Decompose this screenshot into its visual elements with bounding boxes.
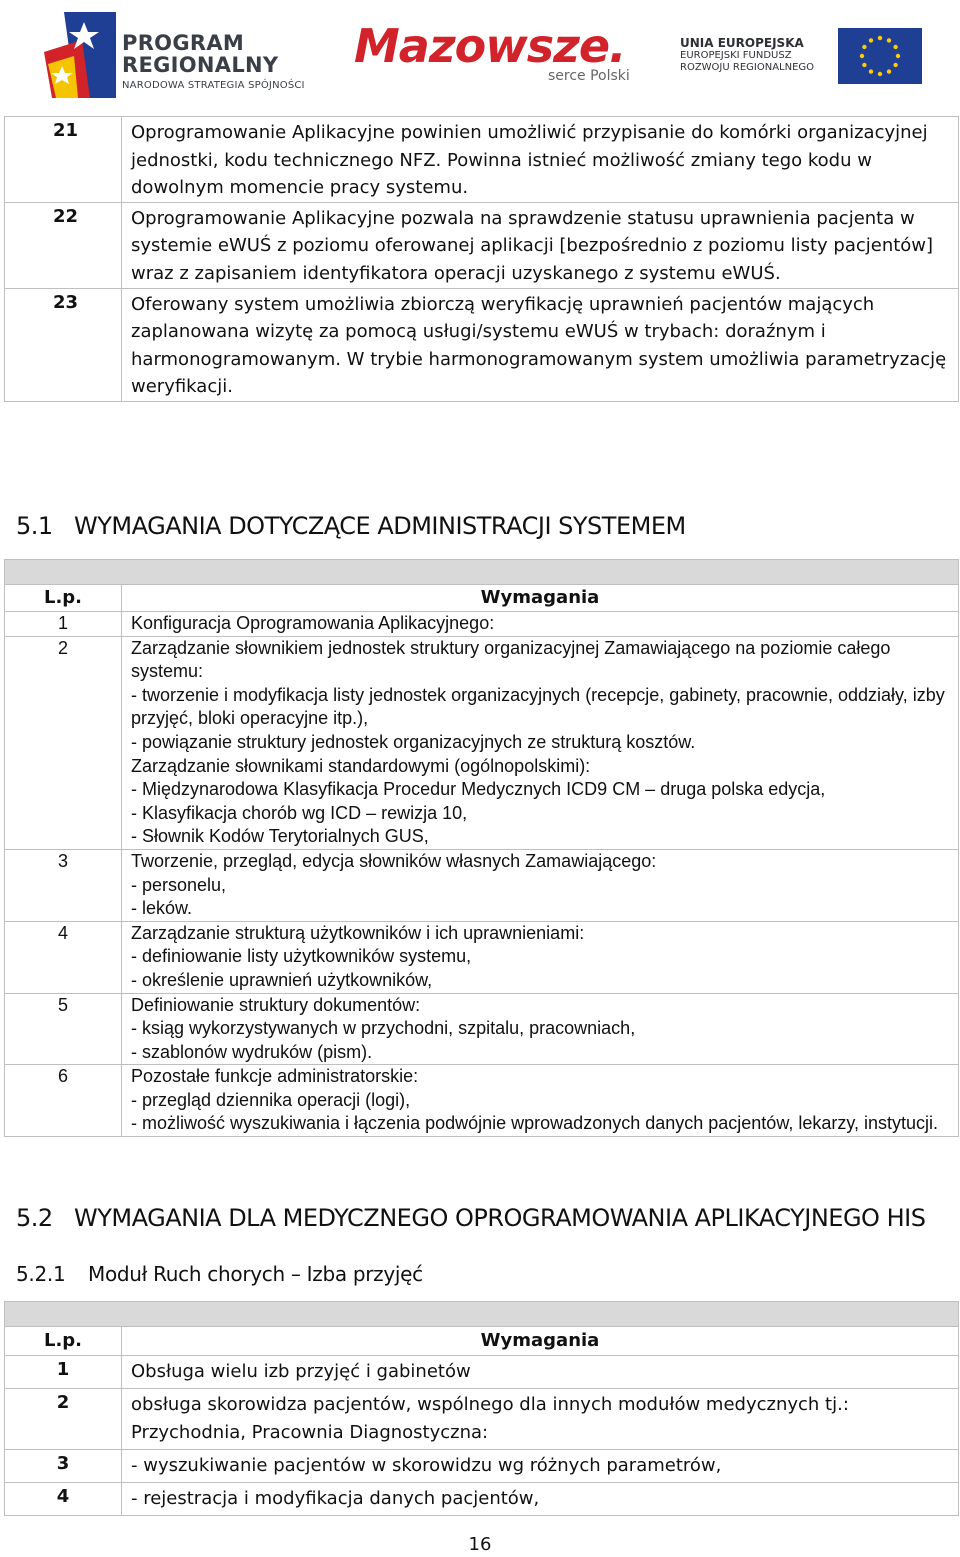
mazowsze-logo [354, 18, 644, 93]
program-regionalny-logo [44, 12, 324, 98]
requirement-line: - tworzenie i modyfikacja listy jednostek organizacyjnych (recepcje, gabinety, pracownie, oddziały, izby przyjęć, bloki operacyjne itp.), [131, 684, 945, 729]
row-number: 4 [5, 1483, 122, 1516]
subsection-number: 5.2.1 [16, 1262, 66, 1286]
row-number: 2 [5, 636, 122, 849]
eu-star-icon [869, 38, 873, 42]
mazowsze-subtitle: serce Polski [548, 68, 630, 84]
row-number: 21 [5, 117, 122, 203]
requirement-line: - Międzynarodowa Klasyfikacja Procedur Medycznych ICD9 CM – druga polska edycja, [131, 779, 826, 800]
eu-logo [680, 28, 922, 86]
row-number: 23 [5, 288, 122, 401]
table-row [5, 1389, 959, 1450]
row-number: 1 [5, 1356, 122, 1389]
program-logo-line3: NARODOWA STRATEGIA SPÓJNOŚCI [122, 80, 305, 91]
eu-star-icon [878, 72, 882, 76]
program-emblem-icon [44, 12, 116, 98]
row-text: - rejestracja i modyfikacja danych pacjentów, [122, 1483, 959, 1516]
requirement-line: Zarządzanie słownikami standardowymi (ogólnopolskimi): [131, 755, 591, 776]
row-text [122, 993, 959, 1065]
table-row [5, 1483, 959, 1516]
row-text: obsługa skorowidza pacjentów, wspólnego dla innych modułów medycznych tj.: Przychodnia, Pracownia Diagnostyczna: [122, 1389, 959, 1450]
mazowsze-wordmark: Mazowsze. [354, 19, 626, 73]
row-text [122, 612, 959, 637]
column-header-lp: L.p. [5, 585, 122, 612]
table-shaded-row [5, 1302, 959, 1327]
row-number: 1 [5, 612, 122, 637]
row-number: 3 [5, 1450, 122, 1483]
requirement-line: - Słownik Kodów Terytorialnych GUS, [131, 826, 429, 847]
table-row [5, 636, 959, 849]
row-number: 5 [5, 993, 122, 1065]
requirement-line: Definiowanie struktury dokumentów: [131, 994, 421, 1015]
row-number: 22 [5, 202, 122, 288]
requirement-line: - przegląd dziennika operacji (logi), [131, 1089, 411, 1110]
requirement-line: - powiązanie struktury jednostek organizacyjnych ze strukturą kosztów. [131, 731, 696, 752]
eu-logo-line3: ROZWOJU REGIONALNEGO [680, 62, 815, 73]
requirement-line: - leków. [131, 898, 193, 919]
requirement-line: Konfiguracja Oprogramowania Aplikacyjnego: [131, 613, 495, 633]
column-header-requirements: Wymagania [122, 1327, 959, 1356]
table-row [5, 202, 959, 288]
subsection-title: Moduł Ruch chorych – Izba przyjęć [88, 1262, 423, 1286]
section-heading-5-2 [16, 1204, 925, 1232]
eu-star-icon [878, 36, 882, 40]
row-text [122, 849, 959, 921]
table-row [5, 612, 959, 637]
subsection-heading-5-2-1 [16, 1262, 423, 1286]
requirement-line: - określenie uprawnień użytkowników, [131, 969, 433, 990]
row-text [122, 636, 959, 849]
column-header-requirements: Wymagania [122, 585, 959, 612]
eu-star-icon [862, 63, 866, 67]
eu-star-icon [893, 45, 897, 49]
row-text: - wyszukiwanie pacjentów w skorowidzu wg różnych parametrów, [122, 1450, 959, 1483]
page-number: 16 [468, 1534, 492, 1555]
eu-logo-line2: EUROPEJSKI FUNDUSZ [680, 50, 792, 61]
requirement-line: Zarządzanie słownikiem jednostek struktury organizacyjnej Zamawiającego na poziomie całego systemu: [131, 637, 891, 682]
eu-star-icon [869, 69, 873, 73]
requirement-line: Pozostałe funkcje administratorskie: [131, 1066, 419, 1087]
section-number: 5.1 [16, 512, 53, 540]
admin-requirements-table [4, 559, 959, 1137]
requirement-line: - ksiąg wykorzystywanych w przychodni, szpitalu, pracowniach, [131, 1018, 636, 1039]
section-title: WYMAGANIA DLA MEDYCZNEGO OPROGRAMOWANIA APLIKACYJNEGO HIS [74, 1204, 926, 1232]
column-header-lp: L.p. [5, 1327, 122, 1356]
row-number: 2 [5, 1389, 122, 1450]
requirements-table-continued [4, 116, 959, 402]
table-row [5, 993, 959, 1065]
row-text [122, 921, 959, 993]
table-row [5, 921, 959, 993]
row-number: 4 [5, 921, 122, 993]
requirement-line: - personelu, [131, 874, 227, 895]
eu-star-icon [893, 63, 897, 67]
requirement-line: - Klasyfikacja chorób wg ICD – rewizja 10, [131, 802, 468, 823]
table-row [5, 1065, 959, 1137]
eu-star-icon [887, 38, 891, 42]
table-header-row [5, 585, 959, 612]
table-row [5, 849, 959, 921]
table-row [5, 288, 959, 401]
eu-star-icon [862, 45, 866, 49]
requirement-line: Tworzenie, przegląd, edycja słowników własnych Zamawiającego: [131, 850, 657, 871]
row-number: 3 [5, 849, 122, 921]
table-row [5, 117, 959, 203]
table-header-row [5, 1327, 959, 1356]
program-logo-line2: REGIONALNY [122, 53, 279, 77]
table-shaded-row [5, 560, 959, 585]
row-text: Oprogramowanie Aplikacyjne powinien umożliwić przypisanie do komórki organizacyjnej jednostki, kodu technicznego NFZ. Powinna istnieć możliwość zmiany tego kodu w dowolnym momencie pracy systemu. [122, 117, 959, 203]
eu-star-icon [860, 54, 864, 58]
eu-star-icon [887, 69, 891, 73]
row-text [122, 1065, 959, 1137]
eu-flag-icon [838, 28, 922, 84]
table-row [5, 1356, 959, 1389]
requirement-line: Zarządzanie strukturą użytkowników i ich uprawnieniami: [131, 922, 585, 943]
requirement-line: - szablonów wydruków (pism). [131, 1041, 373, 1062]
row-number: 6 [5, 1065, 122, 1137]
program-logo-line1: PROGRAM [122, 31, 245, 55]
requirement-line: - możliwość wyszukiwania i łączenia podwójnie wprowadzonych danych pacjentów, lekarzy, instytucji. [131, 1113, 939, 1134]
his-requirements-table [4, 1301, 959, 1516]
header-logos [0, 0, 960, 108]
row-text: Oprogramowanie Aplikacyjne pozwala na sprawdzenie statusu uprawnienia pacjenta w systemie eWUŚ z poziomu oferowanej aplikacji [bezpośrednio z poziomu listy pacjentów] wraz z zapisaniem identyfikatora operacji uzyskanego z systemu eWUŚ. [122, 202, 959, 288]
section-number: 5.2 [16, 1204, 53, 1232]
eu-logo-line1: UNIA EUROPEJSKA [680, 36, 804, 50]
row-text: Obsługa wielu izb przyjęć i gabinetów [122, 1356, 959, 1389]
eu-star-icon [896, 54, 900, 58]
section-title: WYMAGANIA DOTYCZĄCE ADMINISTRACJI SYSTEMEM [74, 512, 686, 540]
table-row [5, 1450, 959, 1483]
section-heading-5-1 [16, 512, 686, 540]
row-text: Oferowany system umożliwia zbiorczą weryfikację uprawnień pacjentów mających zaplanowana wizytę za pomocą usługi/systemu eWUŚ w trybach: doraźnym i harmonogramowanym. W trybie harmonogramowanym system umożliwia parametryzację weryfikacji. [122, 288, 959, 401]
requirement-line: - definiowanie listy użytkowników systemu, [131, 946, 472, 967]
